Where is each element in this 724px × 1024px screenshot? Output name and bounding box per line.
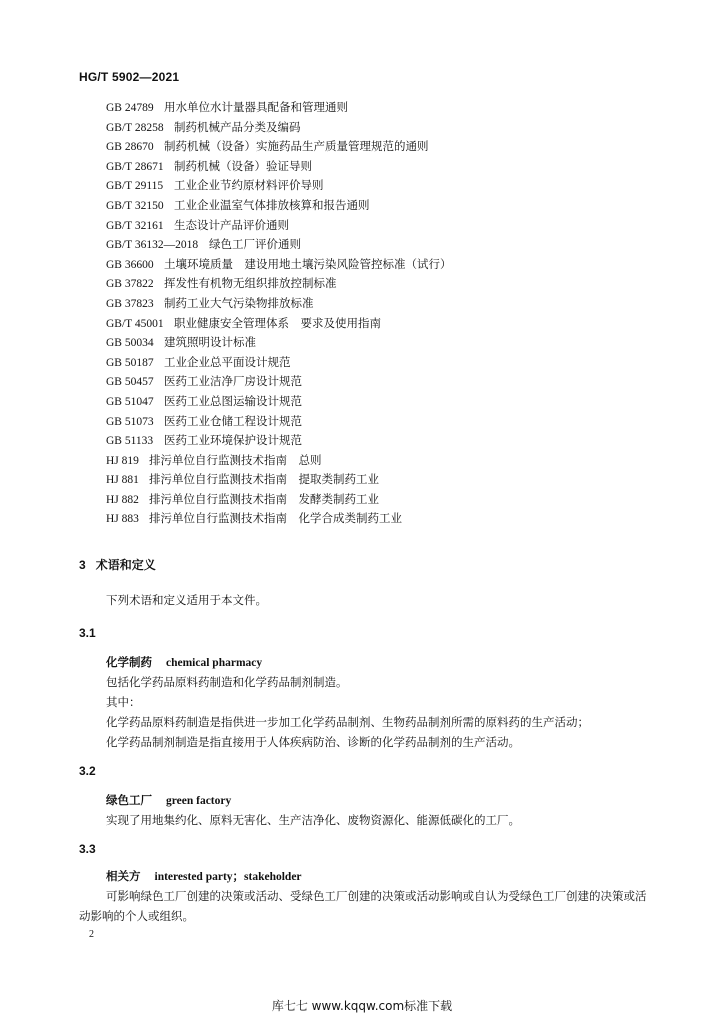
reference-code: GB 50034 — [106, 337, 154, 350]
term-note: 化学药品制剂制造是指直接用于人体疾病防治、诊断的化学药品制剂的生产活动。 — [106, 735, 520, 749]
reference-item — [106, 490, 452, 510]
reference-title: 制药机械产品分类及编码 — [174, 119, 301, 134]
footer-watermark: 库七七 www.kqqw.com标准下载 — [271, 999, 453, 1013]
reference-code: GB 50187 — [106, 356, 154, 369]
reference-item — [106, 157, 452, 177]
reference-code: HJ 819 — [106, 454, 139, 467]
section-heading — [79, 556, 156, 573]
reference-code: HJ 882 — [106, 493, 139, 506]
reference-title: 医药工业洁净厂房设计规范 — [164, 374, 302, 389]
reference-title: 制药工业大气污染物排放标准 — [164, 295, 314, 310]
reference-item — [106, 216, 452, 236]
reference-code: GB 50457 — [106, 376, 154, 389]
reference-code: GB 24789 — [106, 102, 154, 114]
reference-title: 绿色工厂评价通则 — [209, 237, 301, 252]
reference-item — [106, 176, 452, 196]
section-title: 术语和定义 — [95, 558, 156, 572]
reference-code: GB/T 32150 — [106, 199, 164, 212]
reference-title: 医药工业仓储工程设计规范 — [164, 413, 302, 428]
reference-code: GB 51073 — [106, 415, 154, 428]
term-heading — [106, 654, 262, 670]
reference-title: 排污单位自行监测技术指南 化学合成类制药工业 — [149, 511, 402, 526]
reference-title: 医药工业环境保护设计规范 — [164, 433, 302, 448]
reference-item — [106, 196, 452, 216]
reference-title: 用水单位水计量器具配备和管理通则 — [164, 100, 348, 114]
page-number: 2 — [89, 929, 94, 940]
reference-item — [106, 412, 452, 432]
reference-code: GB/T 28258 — [106, 121, 164, 134]
reference-title: 制药机械（设备）实施药品生产质量管理规范的通则 — [164, 139, 429, 154]
term-chinese: 绿色工厂 — [106, 793, 152, 807]
term-definition: 可影响绿色工厂创建的决策或活动、受绿色工厂创建的决策或活动影响或自认为受绿色工厂创建的决策或活动影响的个人或组织。 — [79, 889, 647, 923]
reference-code: HJ 881 — [106, 474, 139, 487]
term-heading — [106, 868, 302, 884]
term-heading — [106, 792, 231, 808]
reference-code: HJ 883 — [106, 513, 139, 526]
reference-item — [106, 274, 452, 294]
reference-title: 制药机械（设备）验证导则 — [174, 158, 312, 173]
term-english: chemical pharmacy — [166, 657, 263, 669]
reference-item — [106, 470, 452, 490]
reference-code: GB 51047 — [106, 395, 154, 408]
reference-code: GB 37822 — [106, 278, 154, 291]
reference-code: GB 37823 — [106, 297, 154, 310]
reference-title: 工业企业总平面设计规范 — [164, 354, 291, 369]
reference-item — [106, 509, 452, 529]
term-number: 3.3 — [79, 842, 96, 856]
term-english: green factory — [166, 795, 232, 807]
reference-item — [106, 314, 452, 334]
reference-item — [106, 235, 452, 255]
term-number: 3.1 — [79, 626, 96, 640]
reference-title: 土壤环境质量 建设用地土壤污染风险管控标准（试行） — [164, 256, 452, 271]
reference-item — [106, 98, 452, 118]
term-chinese: 化学制药 — [106, 655, 152, 669]
reference-item — [106, 353, 452, 373]
term-note: 化学药品原料药制造是指供进一步加工化学药品制剂、生物药品制剂所需的原料药的生产活动； — [106, 715, 589, 729]
reference-code: GB/T 28671 — [106, 160, 164, 173]
reference-title: 排污单位自行监测技术指南 总则 — [149, 452, 322, 467]
reference-title: 排污单位自行监测技术指南 提取类制药工业 — [149, 472, 379, 487]
reference-code: GB/T 32161 — [106, 219, 164, 232]
reference-title: 建筑照明设计标准 — [164, 335, 256, 350]
reference-code: GB 28670 — [106, 141, 154, 154]
reference-code: GB 36600 — [106, 258, 154, 271]
reference-item — [106, 431, 452, 451]
reference-title: 工业企业节约原材料评价导则 — [174, 178, 324, 193]
reference-title: 医药工业总图运输设计规范 — [164, 393, 302, 408]
reference-item — [106, 294, 452, 314]
reference-code: GB/T 36132—2018 — [106, 239, 199, 252]
term-note-label: 其中： — [106, 695, 141, 709]
reference-code: GB 51133 — [106, 435, 154, 448]
section-intro: 下列术语和定义适用于本文件。 — [106, 593, 267, 607]
term-number: 3.2 — [79, 764, 96, 778]
reference-item — [106, 372, 452, 392]
reference-title: 职业健康安全管理体系 要求及使用指南 — [174, 315, 381, 330]
reference-title: 生态设计产品评价通则 — [174, 217, 289, 232]
reference-title: 挥发性有机物无组织排放控制标准 — [164, 276, 337, 291]
normative-references-list — [106, 98, 452, 529]
reference-title: 排污单位自行监测技术指南 发酵类制药工业 — [149, 491, 379, 506]
term-definition: 包括化学药品原料药制造和化学药品制剂制造。 — [106, 675, 348, 689]
term-chinese: 相关方 — [106, 869, 141, 883]
term-english: interested party；stakeholder — [154, 871, 302, 883]
reference-item — [106, 392, 452, 412]
reference-title: 工业企业温室气体排放核算和报告通则 — [174, 197, 370, 212]
document-code: HG/T 5902—2021 — [79, 70, 180, 84]
reference-code: GB/T 45001 — [106, 317, 164, 330]
reference-item — [106, 118, 452, 138]
reference-code: GB/T 29115 — [106, 180, 164, 193]
section-number: 3 — [79, 558, 86, 572]
reference-item — [106, 451, 452, 471]
reference-item — [106, 333, 452, 353]
reference-item — [106, 255, 452, 275]
reference-item — [106, 137, 452, 157]
term-definition: 实现了用地集约化、原料无害化、生产洁净化、废物资源化、能源低碳化的工厂。 — [106, 813, 520, 827]
